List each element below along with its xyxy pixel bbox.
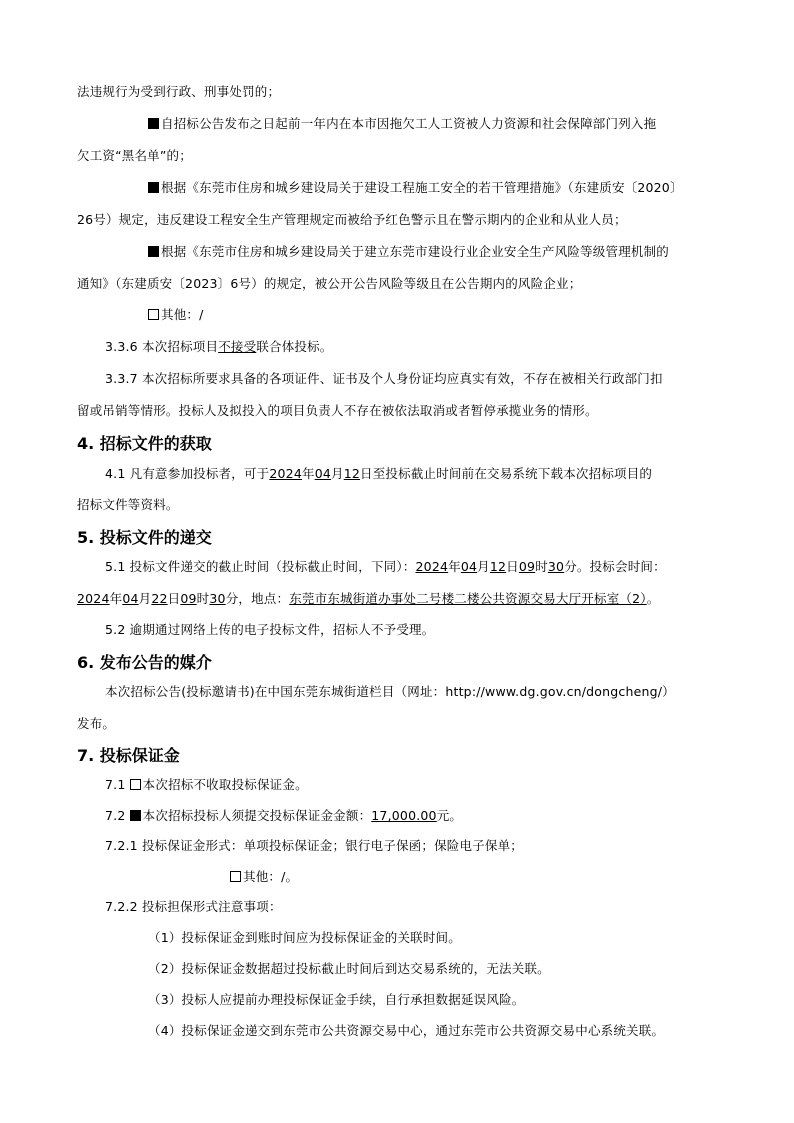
para-violation-end: 法违规行为受到行政、刑事处罚的； (77, 84, 281, 99)
para-6-line2: 发布。 (77, 716, 116, 731)
para-safety-line1: 根据《东莞市住房和城乡建设局关于建设工程施工安全的若干管理措施》（东建质安〔2020〕 (148, 180, 683, 196)
para-4-1-line2: 招标文件等资料。 (77, 497, 179, 512)
para-5-2: 5.2 逾期通过网络上传的电子投标文件，招标人不予受理。 (105, 622, 435, 637)
note-2: （2）投标保证金数据超过投标截止时间后到达交易系统的，无法关联。 (148, 961, 550, 976)
para-blacklist-line2: 欠工资“黑名单”的； (77, 148, 192, 163)
para-6-line1: 本次招标公告(投标邀请书)在中国东莞东城街道栏目（网址：http://www.dg.gov.cn/dongcheng/） (105, 684, 675, 699)
para-5-1-line2: 2024年04月22日09时30分，地点：东莞市东城街道办事处二号楼二楼公共资源交易大厅开标室（2）。 (77, 591, 660, 606)
para-safety-line2: 26号）规定，违反建设工程安全生产管理规定而被给予红色警示且在警示期内的企业和从业人员； (77, 212, 627, 227)
checked-box-icon (148, 182, 159, 193)
para-7-2-2: 7.2.2 投标担保形式注意事项： (105, 899, 282, 914)
para-7-1: 7.1 本次招标不收取投标保证金。 (105, 777, 308, 792)
para-3-3-6: 3.3.6 本次招标项目不接受联合体投标。 (105, 339, 333, 354)
para-risk-line1: 根据《东莞市住房和城乡建设局关于建立东莞市建设行业企业安全生产风险等级管理机制的 (148, 244, 669, 260)
meeting-place: 东莞市东城街道办事处二号楼二楼公共资源交易大厅开标室（2） (289, 591, 647, 606)
unchecked-box-icon (130, 779, 141, 790)
note-3: （3）投标人应提前办理投标保证金手续，自行承担数据延误风险。 (148, 992, 525, 1007)
note-4: （4）投标保证金递交到东莞市公共资源交易中心，通过东莞市公共资源交易中心系统关联。 (148, 1023, 665, 1038)
heading-section-6: 6. 发布公告的媒介 (77, 653, 212, 672)
checked-box-icon (130, 810, 141, 821)
deposit-amount: 17,000.00 (371, 808, 437, 823)
checked-box-icon (148, 246, 159, 257)
para-4-1-line1: 4.1 凡有意参加投标者，可于2024年04月12日至投标截止时间前在交易系统下载本次招标项目的 (105, 466, 653, 481)
unchecked-box-icon (148, 309, 159, 320)
para-other: 其他：/ (148, 307, 204, 323)
para-7-2: 7.2 本次招标投标人须提交投标保证金金额：17,000.00元。 (105, 808, 463, 823)
heading-section-4: 4. 招标文件的获取 (77, 434, 212, 453)
para-risk-line2: 通知》（东建质安〔2023〕6号）的规定，被公开公告风险等级且在公告期内的风险企业； (77, 276, 582, 291)
heading-section-5: 5. 投标文件的递交 (77, 528, 212, 547)
heading-section-7: 7. 投标保证金 (77, 746, 180, 765)
para-blacklist-line1: 自招标公告发布之日起前一年内在本市因拖欠工人工资被人力资源和社会保障部门列入拖 (148, 116, 656, 132)
para-3-3-7-line1: 3.3.7 本次招标所要求具备的各项证件、证书及个人身份证均应真实有效，不存在被相关行政部门扣 (105, 371, 663, 386)
consortium-value: 不接受 (218, 339, 257, 354)
para-7-2-1-other: 其他：/。 (230, 869, 298, 885)
checked-box-icon (148, 118, 159, 129)
para-3-3-7-line2: 留或吊销等情形。投标人及拟投入的项目负责人不存在被依法取消或者暂停承揽业务的情形。 (77, 403, 598, 418)
para-7-2-1: 7.2.1 投标保证金形式：单项投标保证金；银行电子保函；保险电子保单； (105, 838, 523, 853)
para-5-1-line1: 5.1 投标文件递交的截止时间（投标截止时间，下同）：2024年04月12日09时30分。投标会时间： (105, 559, 666, 574)
unchecked-box-icon (230, 871, 241, 882)
note-1: （1）投标保证金到账时间应为投标保证金的关联时间。 (148, 930, 461, 945)
